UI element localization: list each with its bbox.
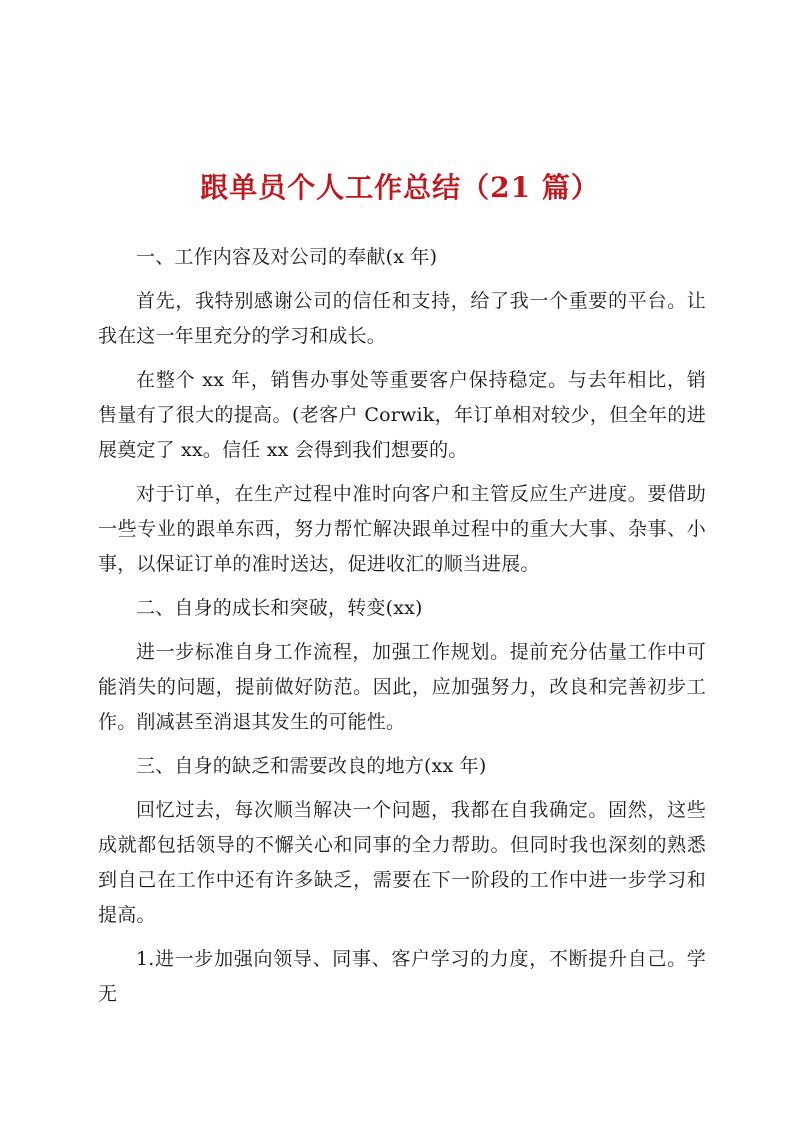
document-body [98, 240, 706, 1021]
paragraph: 回忆过去，每次顺当解决一个问题，我都在自我确定。固然，这些成就都包括领导的不懈关心和同事的全力帮助。但同时我也深刻的熟悉到自己在工作中还有许多缺乏，需要在下一阶段的工作中进一步学习和提高。 [98, 799, 706, 926]
section-heading-1: 一、工作内容及对公司的奉献(x 年) [136, 246, 438, 268]
paragraph: 进一步标准自身工作流程，加强工作规划。提前充分估量工作中可能消失的问题，提前做好防范。因此，应加强努力，改良和完善初步工作。削减甚至消退其发生的可能性。 [98, 641, 706, 733]
document-title: 跟单员个人工作总结（21 篇） [200, 171, 600, 204]
paragraph: 对于订单，在生产过程中准时向客户和主管反应生产进度。要借助一些专业的跟单东西，努力帮忙解决跟单过程中的重大大事、杂事、小事，以保证订单的准时送达，促进收汇的顺当进展。 [98, 483, 706, 575]
section-heading-2: 二、自身的成长和突破，转变(xx) [136, 597, 423, 619]
list-item: 1.进一步加强向领导、同事、客户学习的力度，不断提升自己。学无 [98, 948, 706, 1005]
section-heading-3: 三、自身的缺乏和需要改良的地方(xx 年) [136, 755, 487, 777]
paragraph: 首先，我特别感谢公司的信任和支持，给了我一个重要的平台。让我在这一年里充分的学习和成长。 [98, 290, 706, 347]
paragraph: 在整个 xx 年，销售办事处等重要客户保持稳定。与去年相比，销售量有了很大的提高。(老客户 Corwik，年订单相对较少，但全年的进展奠定了 xx。信任 xx 会得到我们想要的。 [98, 369, 706, 461]
